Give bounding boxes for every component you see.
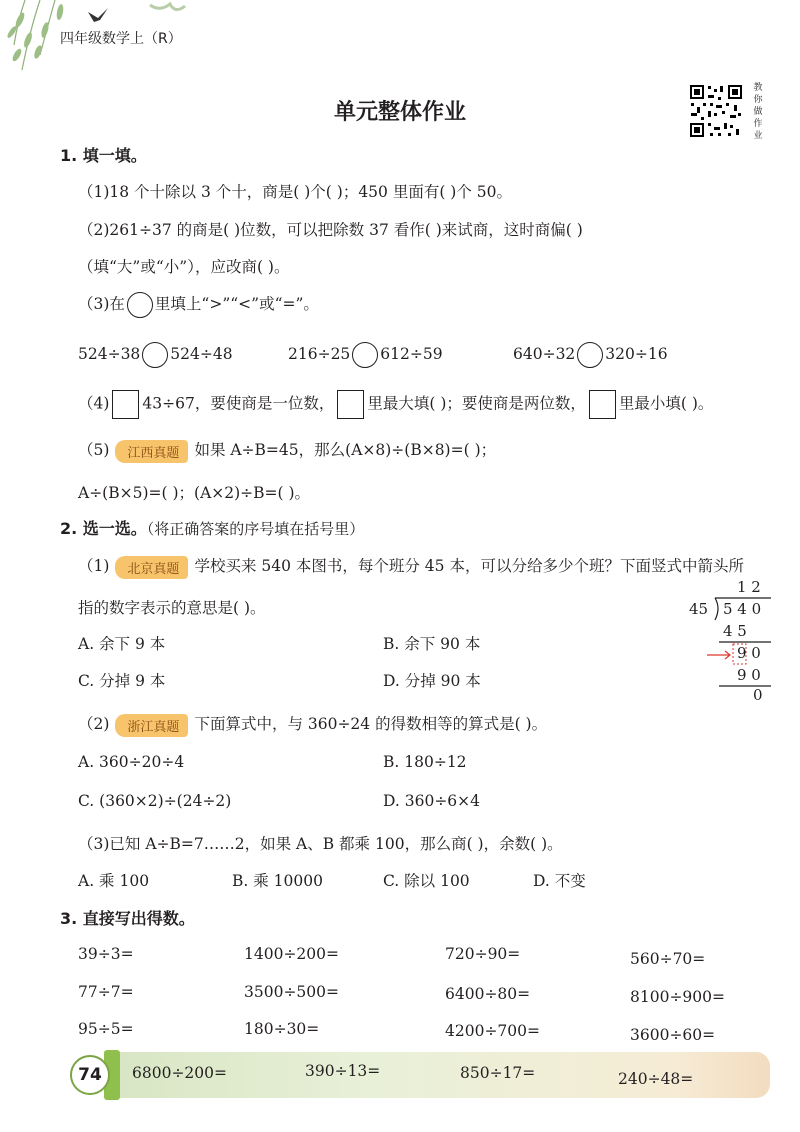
s1-q5-prefix: （5): [78, 441, 110, 459]
option: B. 180÷12: [383, 753, 467, 771]
calc-item: 240÷48=: [618, 1070, 694, 1088]
option: B. 余下 90 本: [383, 635, 481, 653]
option: A. 余下 9 本: [78, 635, 166, 653]
s1-q4-text3: 里最小填( )。: [618, 394, 714, 413]
calc-item: 77÷7=: [78, 983, 134, 1001]
long-division: [685, 578, 775, 708]
answer-circle[interactable]: [577, 342, 603, 368]
option: C. (360×2)÷(24÷2): [78, 792, 232, 810]
option: C. 除以 100: [383, 872, 470, 890]
compare-right: 524÷48: [170, 345, 233, 363]
page-title: 单元整体作业: [333, 100, 466, 125]
section-2-note: （将正确答案的序号填在括号里）: [146, 520, 365, 538]
answer-circle[interactable]: [352, 342, 378, 368]
s1-q5: [78, 438, 496, 463]
s1-q2-line1: （2)261÷37 的商是( )位数，可以把除数 37 看作( )来试商，这时商偏( ): [78, 221, 583, 239]
option: C. 分掉 9 本: [78, 672, 166, 690]
compare-item: [513, 342, 668, 368]
s1-q3-prefix: （3)在: [78, 295, 125, 313]
bird-icon: [88, 8, 108, 22]
s2-q3: （3)已知 A÷B=7……2，如果 A、B 都乘 100，那么商( )，余数( )。: [78, 835, 563, 853]
s2-q1: [78, 554, 744, 579]
division-quotient: 1 2: [737, 578, 761, 596]
calc-item: 39÷3=: [78, 945, 134, 963]
option: D. 360÷6×4: [383, 792, 481, 810]
s1-q2-line2: （填“大”或“小”），应改商( )。: [78, 258, 290, 276]
source-tag: 江西真题: [115, 440, 188, 463]
calc-item: 850÷17=: [460, 1064, 536, 1082]
section-2-title: 2. 选一选。: [60, 519, 147, 538]
calc-item: 8100÷900=: [630, 988, 726, 1006]
s1-q4-text1: 43÷67，要使商是一位数，: [142, 394, 335, 413]
division-lines: [685, 578, 775, 708]
compare-left: 216÷25: [288, 345, 351, 363]
s2-q1-line2: 指的数字表示的意思是( )。: [78, 599, 266, 617]
answer-box[interactable]: [112, 390, 139, 419]
calc-item: 3500÷500=: [244, 983, 340, 1001]
s1-q4-text2: 里最大填( )；要使商是两位数，: [367, 394, 586, 413]
option: A. 360÷20÷4: [78, 753, 185, 771]
compare-left: 524÷38: [78, 345, 141, 363]
section-3-heading: 3. 直接写出得数。: [60, 909, 195, 928]
s2-q2-prefix: （2): [78, 715, 110, 733]
option: D. 不变: [533, 872, 586, 890]
compare-right: 612÷59: [380, 345, 443, 363]
qr-code-icon: [688, 83, 744, 139]
compare-item: [78, 342, 233, 368]
calc-item: 560÷70=: [630, 950, 706, 968]
qr-note: 教你做作业: [753, 83, 763, 141]
page-number: 74: [70, 1055, 110, 1095]
division-step: 9 0: [737, 666, 761, 684]
s1-q3-text: 里填上“>”“<”或“=”。: [154, 295, 319, 313]
division-dividend: 5 4 0: [723, 600, 762, 618]
s2-q1-prefix: （1): [78, 557, 110, 575]
s1-q3: [78, 292, 319, 318]
source-tag: 北京真题: [115, 556, 188, 579]
division-step: 9 0: [737, 644, 761, 662]
compare-left: 640÷32: [513, 345, 576, 363]
answer-circle[interactable]: [127, 292, 153, 318]
s2-q2-text: 下面算式中，与 360÷24 的得数相等的算式是( )。: [194, 715, 548, 733]
calc-item: 1400÷200=: [244, 945, 340, 963]
answer-circle[interactable]: [142, 342, 168, 368]
s2-q1-text: 学校买来 540 本图书，每个班分 45 本，可以分给多少个班？下面竖式中箭头所: [194, 557, 744, 575]
calc-item: 390÷13=: [305, 1062, 381, 1080]
answer-box[interactable]: [337, 390, 364, 419]
source-tag: 浙江真题: [115, 714, 188, 737]
calc-item: 6400÷80=: [445, 985, 531, 1003]
division-step: 4 5: [723, 622, 747, 640]
s1-q5-line2: A÷(B×5)=( )；(A×2)÷B=( )。: [78, 484, 311, 502]
s1-q4: [78, 390, 713, 419]
series-label: 四年级数学上（R）: [60, 31, 182, 47]
compare-right: 320÷16: [605, 345, 668, 363]
division-remainder: 0: [753, 686, 763, 704]
s2-q2: [78, 712, 547, 737]
calc-item: 4200÷700=: [445, 1022, 541, 1040]
division-divisor: 45: [689, 600, 709, 618]
section-2-heading: [60, 516, 364, 539]
calc-item: 6800÷200=: [132, 1064, 228, 1082]
answer-box[interactable]: [589, 390, 616, 419]
option: A. 乘 100: [78, 872, 150, 890]
section-1-heading: 1. 填一填。: [60, 146, 147, 165]
option: D. 分掉 90 本: [383, 672, 481, 690]
calc-item: 720÷90=: [445, 945, 521, 963]
option: B. 乘 10000: [232, 872, 323, 890]
calc-item: 180÷30=: [244, 1020, 320, 1038]
compare-item: [288, 342, 443, 368]
calc-item: 3600÷60=: [630, 1026, 716, 1044]
s1-q5-text: 如果 A÷B=45，那么(A×8)÷(B×8)=( )；: [194, 441, 497, 459]
s1-q4-prefix: （4): [78, 394, 110, 413]
s1-q1: （1)18 个十除以 3 个十，商是( )个( )；450 里面有( )个 50。: [78, 183, 513, 201]
calc-item: 95÷5=: [78, 1020, 134, 1038]
